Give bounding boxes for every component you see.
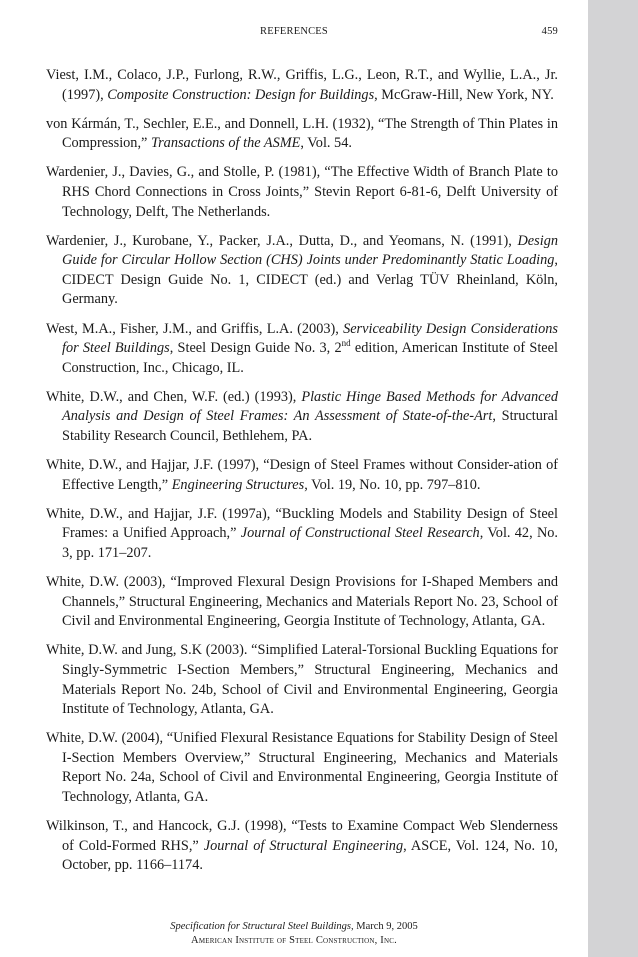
page-margin-gutter bbox=[588, 0, 638, 957]
footer-spec-line: Specification for Structural Steel Buildings, March 9, 2005 bbox=[170, 921, 418, 932]
page-number: 459 bbox=[541, 26, 558, 37]
reference-entry: White, D.W. (2004), “Unified Flexural Resistance Equations for Stability Design of Steel I-Section Members Overview,” Structural Engineering, Mechanics and Materials Report No. 24a, School of Civil and Environmental Engineering, Georgia Institute of Technology, Atlanta, GA. bbox=[46, 730, 558, 805]
reference-entry: White, D.W., and Chen, W.F. (ed.) (1993), Plastic Hinge Based Methods for Advanced Analysis and Design of Steel Frames: An Assessment of State-of-the-Art, Structural Stability Research Council, Bethlehem, PA. bbox=[46, 388, 558, 444]
reference-entry: White, D.W., and Hajjar, J.F. (1997a), “Buckling Models and Stability Design of Steel Frames: a Unified Approach,” Journal of Constructional Steel Research, Vol. 42, No. 3, pp. 171–207. bbox=[46, 505, 558, 561]
reference-entry: White, D.W., and Hajjar, J.F. (1997), “Design of Steel Frames without Consider-ation of Effective Length,” Engineering Structures, Vol. 19, No. 10, pp. 797–810. bbox=[46, 457, 558, 493]
reference-entry: Wardenier, J., Davies, G., and Stolle, P. (1981), “The Effective Width of Branch Plate to RHS Chord Connections in Cross Joints,” Stevin Report 6-81-6, Delft University of Technology, Delft, The Netherlands. bbox=[46, 164, 558, 220]
page-footer bbox=[0, 920, 588, 948]
running-head bbox=[0, 26, 588, 40]
reference-entry: White, D.W. and Jung, S.K (2003). “Simplified Lateral-Torsional Buckling Equations for Singly-Symmetric I-Section Members,” Structural Engineering, Mechanics and Materials Report No. 24b, School of Civil and Environmental Engineering, Georgia Institute of Technology, Atlanta, GA. bbox=[46, 642, 558, 718]
reference-entry: West, M.A., Fisher, J.M., and Griffis, L.A. (2003), Serviceability Design Considerations for Steel Buildings, Steel Design Guide No. 3, 2nd edition, American Institute of Steel Construction, Inc., Chicago, IL. bbox=[46, 320, 558, 376]
reference-list bbox=[46, 66, 558, 885]
footer-publisher: American Institute of Steel Construction, Inc. bbox=[191, 935, 397, 946]
section-title: REFERENCES bbox=[260, 26, 328, 37]
reference-entry: Wardenier, J., Kurobane, Y., Packer, J.A., Dutta, D., and Yeomans, N. (1991), Design Guide for Circular Hollow Section (CHS) Joints under Predominantly Static Loading, CIDECT Design Guide No. 1, CIDECT (ed.) and Verlag TÜV Rheinland, Köln, Germany. bbox=[46, 232, 558, 308]
reference-entry: Wilkinson, T., and Hancock, G.J. (1998), “Tests to Examine Compact Web Slenderness of Cold-Formed RHS,” Journal of Structural Engineering, ASCE, Vol. 124, No. 10, October, pp. 1166–1174. bbox=[46, 818, 558, 874]
reference-entry: Viest, I.M., Colaco, J.P., Furlong, R.W., Griffis, L.G., Leon, R.T., and Wyllie, L.A., Jr. (1997), Composite Construction: Design for Buildings, McGraw-Hill, New York, NY. bbox=[46, 67, 558, 103]
reference-entry: White, D.W. (2003), “Improved Flexural Design Provisions for I-Shaped Members and Channels,” Structural Engineering, Mechanics and Materials Report No. 23, School of Civil and Environmental Engineering, Georgia Institute of Technology, Atlanta, GA. bbox=[46, 574, 558, 630]
reference-entry: von Kármán, T., Sechler, E.E., and Donnell, L.H. (1932), “The Strength of Thin Plates in Compression,” Transactions of the ASME, Vol. 54. bbox=[46, 115, 558, 152]
